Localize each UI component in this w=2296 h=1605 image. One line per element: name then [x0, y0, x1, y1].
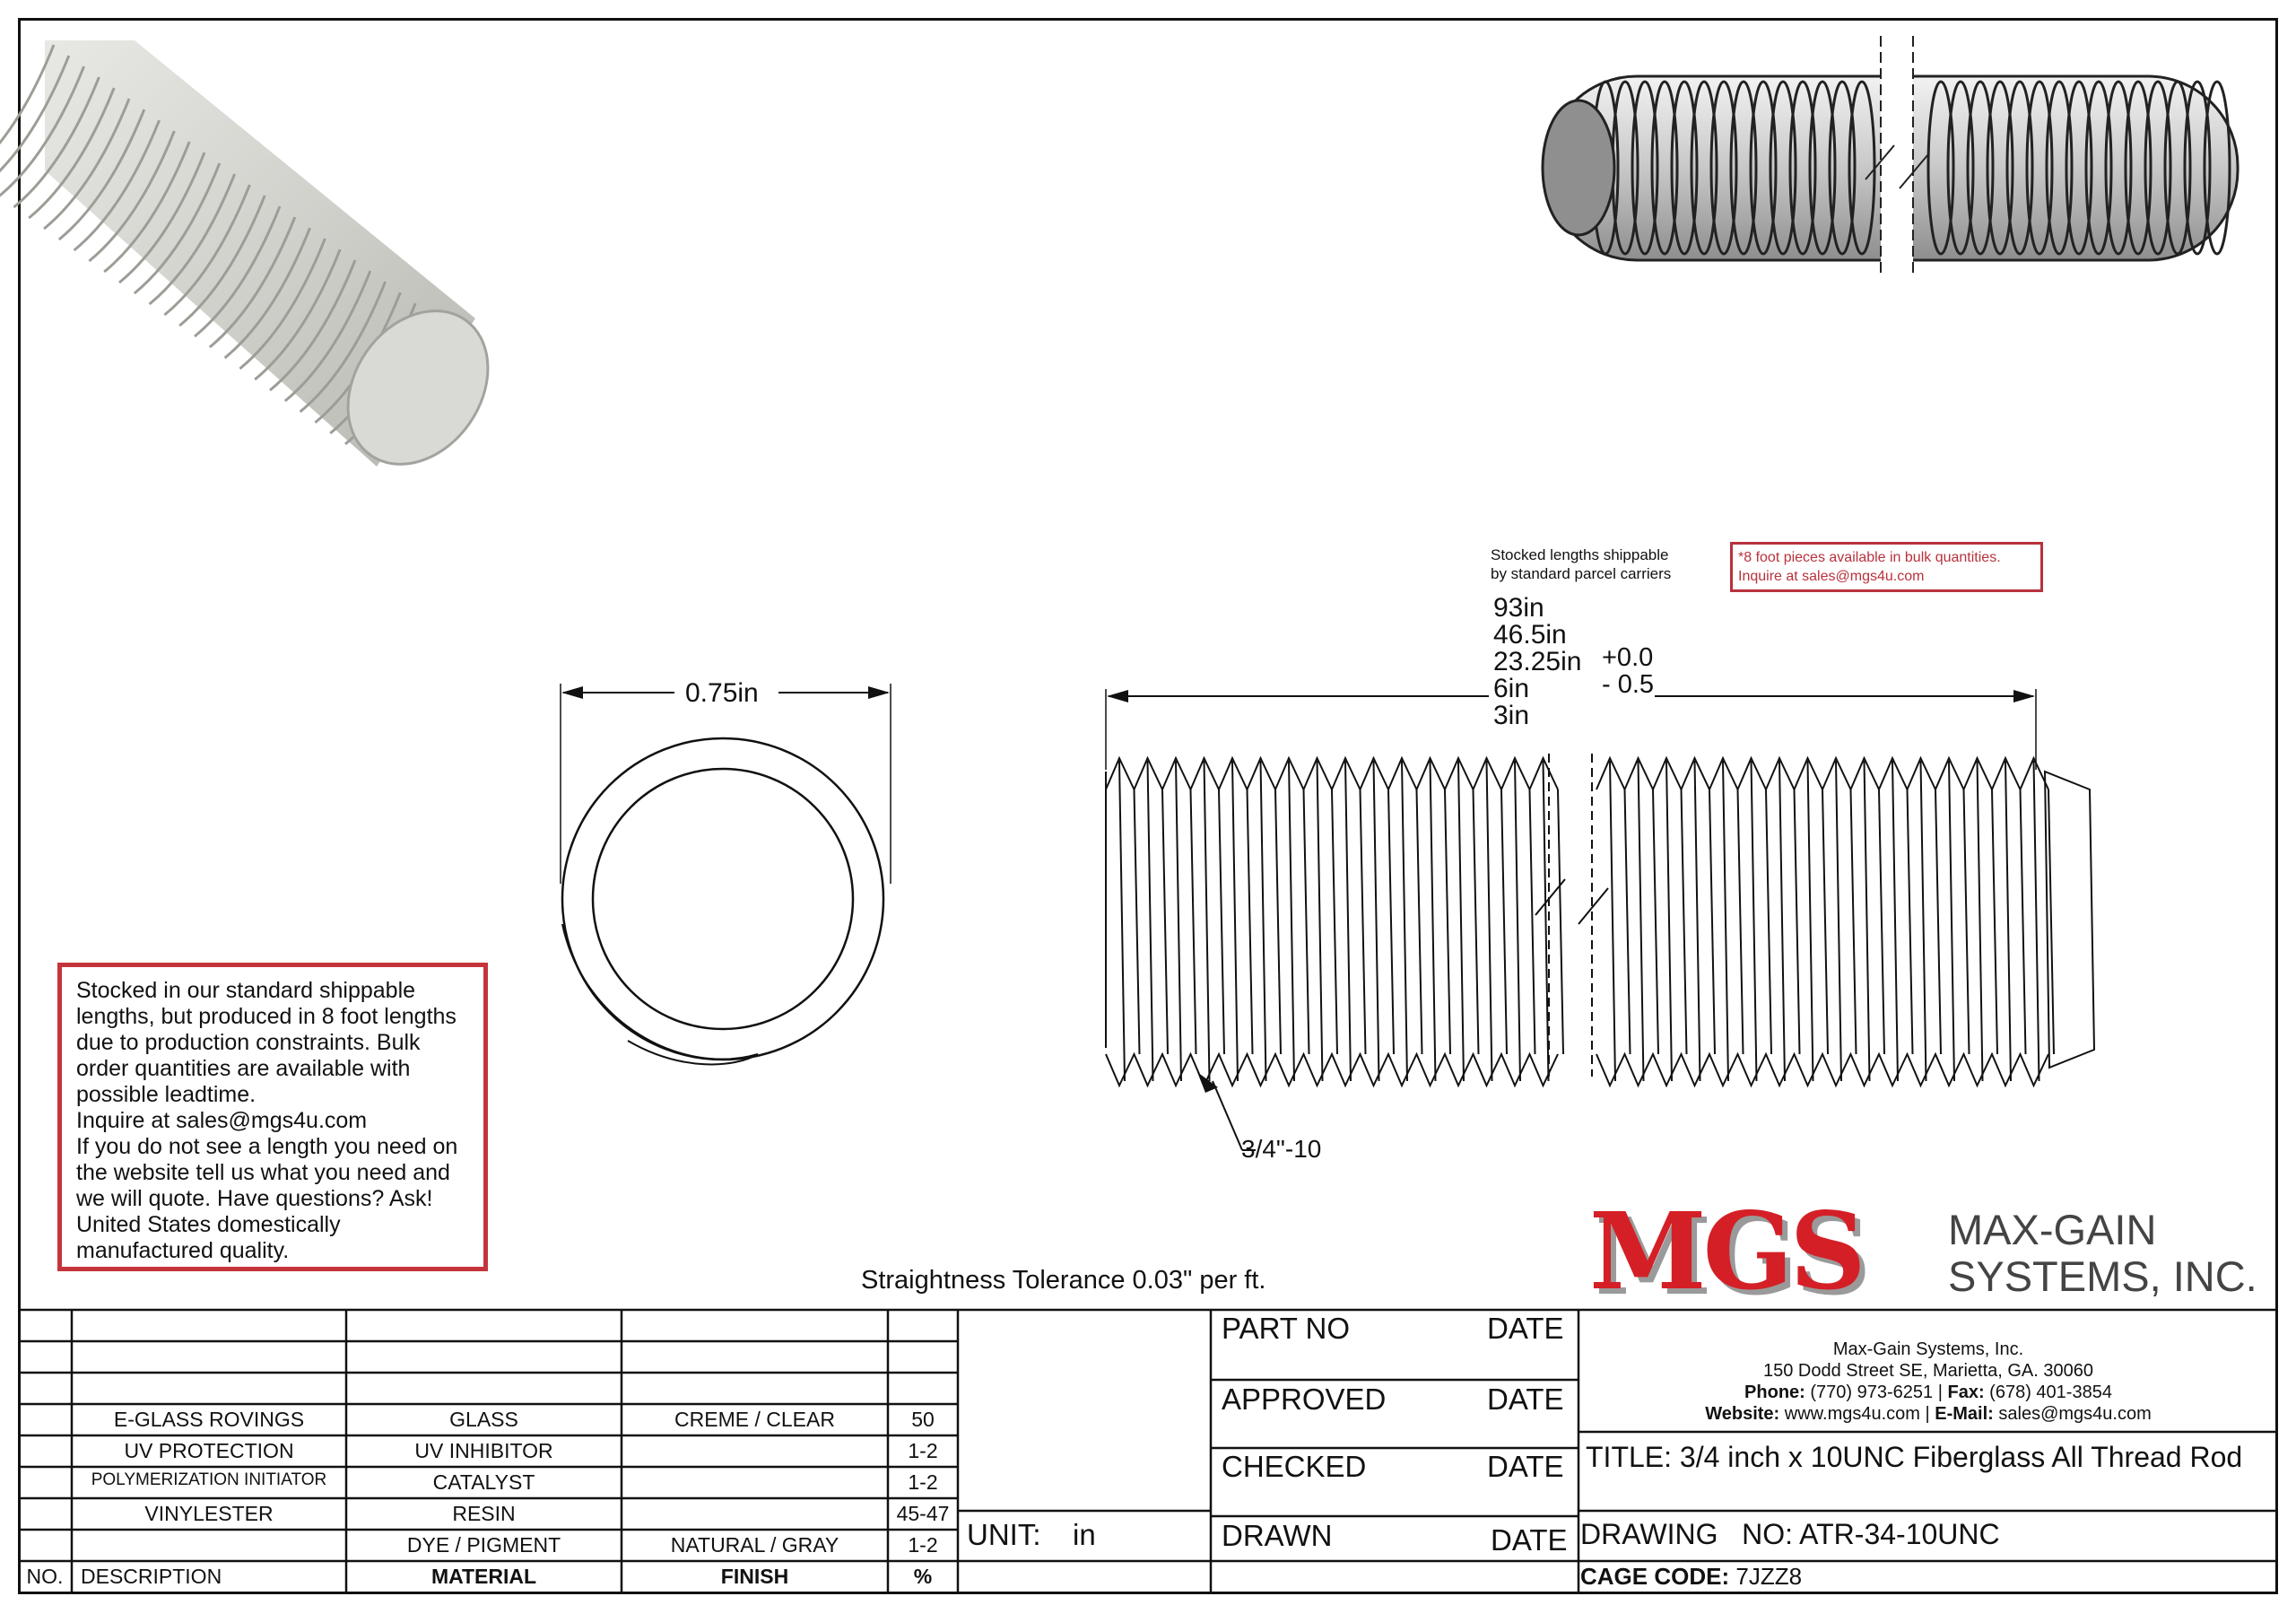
unit-label: UNIT:: [967, 1518, 1041, 1551]
thread-root: [1992, 789, 1997, 1054]
thread-root: [1361, 789, 1366, 1054]
bulk-note-line2: Inquire at sales@mgs4u.com: [1738, 569, 1925, 584]
thread-flank: [2005, 761, 2011, 1081]
bom-cell-material: RESIN: [452, 1502, 516, 1525]
thread-root: [1275, 789, 1281, 1054]
thread-flank: [1345, 761, 1351, 1081]
length-item: 3in: [1493, 701, 1530, 730]
stock-note: [1491, 545, 1671, 583]
thread-flank: [1148, 761, 1153, 1081]
note-line: we will quote. Have questions? Ask!: [76, 1186, 433, 1211]
address-web-email: Website: www.mgs4u.com | E-Mail: sales@mgs4u.com: [1705, 1404, 2152, 1424]
thread-crest-top: [1596, 758, 2048, 789]
note-line: If you do not see a length you need on: [76, 1134, 458, 1159]
thread-root: [1558, 789, 1563, 1054]
thread-flank: [1431, 761, 1436, 1081]
thread-root: [1304, 789, 1309, 1054]
thread-flank: [1752, 761, 1757, 1081]
bom-cell-material: CATALYST: [432, 1470, 535, 1494]
title-label: TITLE:: [1586, 1441, 1673, 1473]
bom-cell-percent: 1-2: [908, 1439, 938, 1462]
thread-root: [1682, 789, 1687, 1054]
approved-date: DATE: [1487, 1383, 1564, 1416]
bom-cell-description: UV PROTECTION: [124, 1439, 294, 1462]
unit-value: in: [1073, 1518, 1096, 1551]
bom-cell-percent: 45-47: [896, 1502, 950, 1525]
thread-root: [1445, 789, 1450, 1054]
fax-label: Fax:: [1947, 1383, 1985, 1402]
bom-cell-percent: 1-2: [908, 1533, 938, 1557]
end-view: [561, 684, 891, 1064]
thread-root: [1219, 789, 1224, 1054]
length-item: 6in: [1493, 674, 1530, 703]
thread-flank: [1836, 761, 1841, 1081]
thread-root: [1935, 789, 1941, 1054]
length-list: [1493, 595, 1581, 729]
note-line: lengths, but produced in 8 foot lengths: [76, 1004, 457, 1029]
note-line: Inquire at sales@mgs4u.com: [76, 1108, 368, 1133]
bom-cell-description: VINYLESTER: [144, 1502, 274, 1525]
thread-flank: [1515, 761, 1520, 1081]
rod-cad-render: [1543, 36, 2238, 278]
thread-flank: [1261, 761, 1266, 1081]
bom-cell-material: UV INHIBITOR: [414, 1439, 553, 1462]
thread-crest-top: [1106, 758, 1558, 789]
company-name-line1: MAX-GAIN: [1948, 1206, 2157, 1253]
thread-root: [1795, 789, 1800, 1054]
thread-crest-bottom: [1106, 1054, 1558, 1086]
product-note: [57, 963, 488, 1271]
thread-flank: [1639, 761, 1644, 1081]
thread-root: [1851, 789, 1857, 1054]
thread-root: [1474, 789, 1479, 1054]
drawing-no-value: ATR-34-10UNC: [1799, 1518, 2000, 1550]
thread-root: [1191, 789, 1196, 1054]
bom-header-no: NO.: [26, 1565, 64, 1588]
thread-root: [1625, 789, 1631, 1054]
diameter-label: 0.75in: [685, 678, 759, 708]
bom-header-description: DESCRIPTION: [81, 1565, 222, 1588]
thread-callout: 3/4"-10: [1241, 1135, 1322, 1163]
email-label: E-Mail:: [1935, 1404, 1994, 1424]
thread-root: [1822, 789, 1828, 1054]
note-line: possible leadtime.: [76, 1082, 257, 1107]
drawing-title: [1586, 1441, 2242, 1474]
bom-cell-percent: 50: [911, 1408, 935, 1431]
bom-cell-description: E-GLASS ROVINGS: [113, 1408, 305, 1431]
thread-root: [1332, 789, 1337, 1054]
email-link[interactable]: sales@mgs4u.com: [1998, 1404, 2152, 1424]
thread-root: [1908, 789, 1913, 1054]
checked-date: DATE: [1487, 1450, 1564, 1483]
bom-header-material: MATERIAL: [430, 1565, 537, 1588]
address-street: 150 Dodd Street SE, Marietta, GA. 30060: [1763, 1361, 2093, 1381]
bom-header-percent: %: [913, 1565, 933, 1588]
note-line: order quantities are available with: [76, 1056, 411, 1081]
thread-end-chamfer: [2045, 772, 2094, 1068]
website-label: Website:: [1705, 1404, 1780, 1424]
thread-flank: [1723, 761, 1728, 1081]
thread-root: [1738, 789, 1744, 1054]
thread-flank: [1176, 761, 1181, 1081]
length-item: 23.25in: [1493, 647, 1582, 676]
bom-cell-material: DYE / PIGMENT: [406, 1533, 561, 1557]
thread-flank: [1865, 761, 1870, 1081]
thread-flank: [1289, 761, 1294, 1081]
company-name-line2: SYSTEMS, INC.: [1948, 1252, 2257, 1300]
bom-cell-percent: 1-2: [908, 1470, 938, 1494]
tolerance-minus: - 0.5: [1602, 670, 1655, 699]
thread-flank: [1374, 761, 1379, 1081]
thread-flank: [1610, 761, 1615, 1081]
bom-header-finish: FINISH: [720, 1565, 789, 1588]
thread-flank: [1119, 761, 1125, 1081]
bom-cell-material: GLASS: [449, 1408, 518, 1431]
website-link[interactable]: www.mgs4u.com: [1784, 1404, 1920, 1424]
straightness-note: Straightness Tolerance 0.03" per ft.: [861, 1266, 1266, 1295]
thread-root: [1248, 789, 1253, 1054]
note-line: due to production constraints. Bulk: [76, 1030, 421, 1055]
part-no-label: PART NO: [1222, 1312, 1351, 1345]
cage-code-value: 7JZZ8: [1735, 1563, 1803, 1590]
thread-root: [1879, 789, 1884, 1054]
bom-cell-finish: NATURAL / GRAY: [670, 1533, 839, 1557]
thread-root: [1766, 789, 1771, 1054]
bom-cell-finish: CREME / CLEAR: [674, 1408, 835, 1431]
phone-label: Phone:: [1744, 1383, 1805, 1402]
fax-value: (678) 401-3854: [1989, 1383, 2112, 1402]
thread-flank: [1892, 761, 1898, 1081]
cage-code-label: CAGE CODE:: [1580, 1563, 1730, 1590]
thread-flank: [2034, 761, 2039, 1081]
thread-root: [1709, 789, 1715, 1054]
thread-root: [1162, 789, 1168, 1054]
drawn-label: DRAWN: [1222, 1519, 1333, 1552]
address-phone-fax: Phone: (770) 973-6251 | Fax: (678) 401-3854: [1744, 1383, 2112, 1402]
drawing-number: [1580, 1518, 2000, 1551]
note-line: manufactured quality.: [76, 1238, 290, 1263]
thread-root: [1530, 789, 1535, 1054]
stock-note-line1: Stocked lengths shippable: [1491, 546, 1669, 563]
phone-value: (770) 973-6251: [1810, 1383, 1934, 1402]
title-value: 3/4 inch x 10UNC Fiberglass All Thread Rod: [1679, 1441, 2243, 1473]
note-line: United States domestically: [76, 1212, 341, 1237]
checked-label: CHECKED: [1222, 1450, 1367, 1483]
thread-flank: [1544, 761, 1549, 1081]
thread-flank: [1779, 761, 1785, 1081]
thread-flank: [1808, 761, 1813, 1081]
note-line: the website tell us what you need and: [76, 1160, 450, 1185]
length-item: 93in: [1493, 593, 1544, 623]
address-name: Max-Gain Systems, Inc.: [1832, 1339, 2024, 1359]
thread-flank: [1666, 761, 1672, 1081]
mgs-logo: MGS: [1589, 1189, 1863, 1313]
thread-crest-bottom: [1596, 1054, 2048, 1086]
thread-root: [1501, 789, 1507, 1054]
thread-root: [1388, 789, 1394, 1054]
thread-root: [1653, 789, 1658, 1054]
company-name: [1948, 1207, 2257, 1300]
thread-flank: [1318, 761, 1323, 1081]
thread-flank: [1205, 761, 1210, 1081]
thread-root: [1964, 789, 1970, 1054]
drawn-date: DATE: [1491, 1523, 1568, 1557]
length-tolerance: [1602, 644, 1654, 698]
side-view: [1106, 689, 2094, 1150]
thread-flank: [1232, 761, 1238, 1081]
cage-code: [1580, 1563, 1802, 1591]
bom-cell-description: POLYMERIZATION INITIATOR: [91, 1470, 327, 1489]
drawing-no-label: DRAWING NO:: [1580, 1518, 1794, 1550]
thread-flank: [1487, 761, 1492, 1081]
rod-photo: [0, 40, 517, 492]
bulk-note: [1730, 542, 2043, 592]
thread-flank: [1695, 761, 1700, 1081]
note-line: Stocked in our standard shippable: [76, 978, 416, 1003]
stock-note-line2: by standard parcel carriers: [1491, 565, 1672, 582]
part-no-date: DATE: [1487, 1312, 1564, 1345]
length-item: 46.5in: [1493, 620, 1567, 650]
bulk-note-line1: *8 foot pieces available in bulk quantities.: [1738, 550, 2001, 565]
approved-label: APPROVED: [1222, 1383, 1387, 1416]
thread-root: [2021, 789, 2026, 1054]
thread-flank: [1949, 761, 1954, 1081]
thread-flank: [1458, 761, 1464, 1081]
thread-root: [1417, 789, 1422, 1054]
thread-flank: [1402, 761, 1407, 1081]
thread-root: [1135, 789, 1140, 1054]
thread-flank: [1921, 761, 1926, 1081]
thread-flank: [1978, 761, 1983, 1081]
company-address: [1578, 1339, 2278, 1425]
tolerance-plus: +0.0: [1602, 643, 1654, 672]
